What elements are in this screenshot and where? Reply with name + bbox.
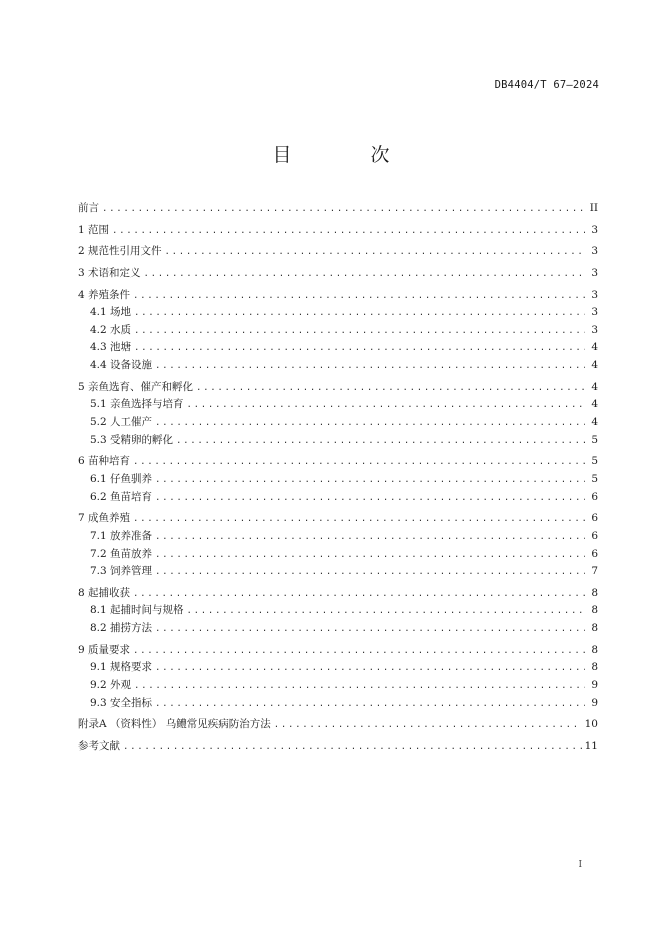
toc-leader-dots: [165, 244, 585, 262]
toc-leader-dots: [134, 340, 585, 358]
toc-leader-dots: [112, 223, 585, 241]
toc-leader-dots: [155, 415, 585, 433]
toc-label: 参考文献: [78, 739, 120, 752]
toc-entry-8-1[interactable]: [78, 602, 598, 620]
toc-entry-bibliography[interactable]: [78, 738, 598, 756]
toc-page-number: 6: [591, 490, 598, 503]
toc-label: 1 范围: [78, 223, 110, 236]
toc-entry-6-2[interactable]: [78, 489, 598, 507]
toc-page-number: 3: [591, 323, 598, 336]
toc-leader-dots: [134, 678, 585, 696]
toc-leader-dots: [196, 380, 585, 398]
toc-entry-section-8[interactable]: [78, 585, 598, 603]
toc-label: 5.2 人工催产: [90, 416, 153, 429]
toc-label: 7.3 饲养管理: [90, 565, 153, 578]
toc-entry-9-1[interactable]: [78, 659, 598, 677]
toc-label: 5.3 受精卵的孵化: [90, 433, 174, 446]
toc-label: 2 规范性引用文件: [78, 245, 162, 258]
toc-label: 7.2 鱼苗放养: [90, 547, 153, 560]
toc-leader-dots: [133, 454, 585, 472]
toc-page-number: 4: [591, 416, 598, 429]
toc-page-number: 11: [584, 739, 598, 752]
toc-label: 附录A （资料性） 乌鳢常见疾病防治方法: [78, 718, 271, 731]
toc-leader-dots: [155, 621, 585, 639]
toc-page-number: 4: [591, 380, 598, 393]
toc-entry-section-4[interactable]: [78, 287, 598, 305]
toc-label: 4.3 池塘: [90, 341, 132, 354]
toc-leader-dots: [187, 603, 585, 621]
toc-entry-7-2[interactable]: [78, 546, 598, 564]
toc-page-number: 3: [591, 306, 598, 319]
toc-leader-dots: [155, 696, 585, 714]
toc-label: 前言: [78, 202, 99, 214]
toc-page-number: 6: [591, 512, 598, 525]
toc-entry-section-5[interactable]: [78, 379, 598, 397]
toc-leader-dots: [176, 433, 585, 451]
toc-leader-dots: [134, 323, 585, 341]
toc-page-number: 9: [591, 696, 598, 709]
toc-entry-4-4[interactable]: [78, 357, 598, 375]
toc-entry-9-2[interactable]: [78, 677, 598, 695]
toc-label: 7 成鱼养殖: [78, 512, 131, 525]
document-code: DB4404/T 67—2024: [494, 79, 599, 91]
toc-page-number: 8: [591, 622, 598, 635]
toc-leader-dots: [155, 564, 585, 582]
toc-entry-appendix-a[interactable]: [78, 716, 598, 734]
toc-entry-section-9[interactable]: [78, 642, 598, 660]
toc-label: 7.1 放养准备: [90, 529, 153, 542]
toc-label: 9.3 安全指标: [90, 696, 153, 709]
toc-page-number: 9: [591, 679, 598, 692]
toc-page-number: 8: [591, 586, 598, 599]
toc-entry-4-3[interactable]: [78, 339, 598, 357]
toc-entry-7-1[interactable]: [78, 528, 598, 546]
page-number: I: [578, 860, 582, 870]
toc-entry-section-7[interactable]: [78, 510, 598, 528]
toc-leader-dots: [187, 397, 585, 415]
toc-label: 6.1 仔鱼驯养: [90, 472, 153, 485]
toc-entry-terms[interactable]: [78, 265, 598, 283]
toc-label: 5.1 亲鱼选择与培育: [90, 398, 184, 411]
toc-entry-4-2[interactable]: [78, 322, 598, 340]
toc-label: 4.2 水质: [90, 323, 132, 336]
toc-leader-dots: [102, 201, 585, 219]
toc-page-number: 6: [591, 529, 598, 542]
toc-entry-5-2[interactable]: [78, 414, 598, 432]
toc-label: 8 起捕收获: [78, 586, 131, 599]
toc-leader-dots: [134, 305, 585, 323]
toc-leader-dots: [133, 511, 585, 529]
toc-page-number: 3: [591, 245, 598, 258]
toc-page-number: 5: [591, 433, 598, 446]
toc-entry-4-1[interactable]: [78, 304, 598, 322]
toc-label: 4 养殖条件: [78, 288, 131, 301]
toc-page-number: 4: [591, 398, 598, 411]
toc-label: 6.2 鱼苗培育: [90, 490, 153, 503]
toc-entry-scope[interactable]: [78, 222, 598, 240]
toc-label: 3 术语和定义: [78, 266, 141, 279]
toc-entry-5-1[interactable]: [78, 396, 598, 414]
toc-page-number: 4: [591, 359, 598, 372]
toc-entry-6-1[interactable]: [78, 471, 598, 489]
toc-label: 8.2 捕捞方法: [90, 622, 153, 635]
toc-page-number: II: [589, 202, 598, 214]
toc-page-number: 4: [591, 341, 598, 354]
table-of-contents: [78, 200, 598, 756]
toc-page-number: 7: [591, 565, 598, 578]
toc-leader-dots: [274, 717, 582, 735]
toc-page-number: 8: [591, 643, 598, 656]
toc-page-number: 3: [591, 223, 598, 236]
toc-leader-dots: [155, 660, 585, 678]
toc-page-number: 3: [591, 266, 598, 279]
toc-entry-5-3[interactable]: [78, 432, 598, 450]
toc-leader-dots: [133, 643, 585, 661]
toc-leader-dots: [155, 472, 585, 490]
toc-label: 4.1 场地: [90, 306, 132, 319]
toc-entry-8-2[interactable]: [78, 620, 598, 638]
toc-page-number: 6: [591, 547, 598, 560]
toc-entry-normative-references[interactable]: [78, 243, 598, 261]
toc-leader-dots: [133, 288, 585, 306]
toc-label: 9.1 规格要求: [90, 661, 153, 674]
toc-leader-dots: [133, 586, 585, 604]
toc-leader-dots: [155, 529, 585, 547]
toc-entry-9-3[interactable]: [78, 695, 598, 713]
toc-page-number: 5: [591, 472, 598, 485]
toc-page-number: 3: [591, 288, 598, 301]
toc-entry-7-3[interactable]: [78, 563, 598, 581]
toc-label: 5 亲鱼选育、催产和孵化: [78, 380, 194, 393]
toc-label: 6 苗种培育: [78, 455, 131, 468]
toc-page-number: 5: [591, 455, 598, 468]
toc-page-number: 8: [591, 661, 598, 674]
toc-leader-dots: [155, 547, 585, 565]
toc-entry-section-6[interactable]: [78, 453, 598, 471]
toc-label: 8.1 起捕时间与规格: [90, 604, 184, 617]
toc-page-number: 10: [584, 718, 598, 731]
page-title: 目 次: [272, 144, 420, 166]
toc-label: 9.2 外观: [90, 679, 132, 692]
toc-leader-dots: [155, 490, 585, 508]
toc-label: 9 质量要求: [78, 643, 131, 656]
toc-leader-dots: [123, 739, 582, 757]
toc-page-number: 8: [591, 604, 598, 617]
toc-label: 4.4 设备设施: [90, 359, 153, 372]
toc-leader-dots: [144, 266, 585, 284]
toc-entry-foreword[interactable]: [78, 200, 598, 218]
toc-leader-dots: [155, 358, 585, 376]
